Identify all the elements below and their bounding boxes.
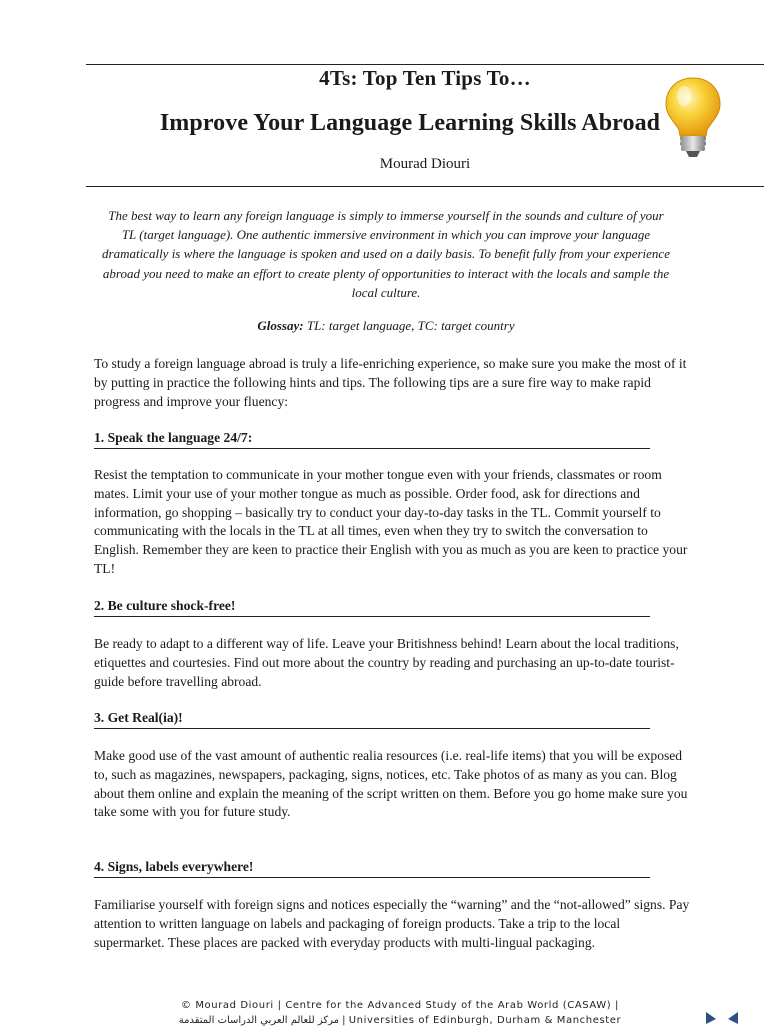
document-title: 4Ts: Top Ten Tips To…	[319, 66, 531, 90]
casaw-logo-icon	[704, 1010, 740, 1024]
footer-copyright: © Mourad Diouri | Centre for the Advanced Study of the Arab World (CASAW) |	[180, 1000, 620, 1011]
tip-text-4: Familiarise yourself with foreign signs and notices especially the “warning” and the “not-allowed” signs. Pay attention to written language on labels and packaging of foreign products. Take a trip to the local supermarket. These places are packed with everyday products with multi-lingual packaging.	[94, 897, 690, 950]
top-rule	[86, 64, 764, 65]
header-divider	[86, 186, 764, 187]
tip-heading-3: 3. Get Real(ia)!	[94, 710, 650, 729]
opening-paragraph: To study a foreign language abroad is truly a life-enriching experience, so make sure you make the most of it by putting in practice the following hints and tips. The following tips are a sure fire way to make rapid progress and improve your fluency:	[94, 356, 687, 409]
tip-text-1: Resist the temptation to communicate in your mother tongue even with your friends, classmates or room mates. Limit your use of your mother tongue as much as possible. Order food, ask for directions and information, go shopping – basically try to conduct your day-to-day tasks in the TL. Commit yourself to communicating with the locals in the TL at all times, even when they try to switch the conversation to English. Remember they are keen to practice their English with you as much as you are keen to practice your TL!	[94, 467, 688, 576]
glossary	[100, 318, 672, 334]
document-subtitle: Improve Your Language Learning Skills Abroad	[159, 110, 661, 136]
tip-text-2: Be ready to adapt to a different way of life. Leave your Britishness behind! Learn about the local traditions, etiquettes and courtesies. Find out more about the country by reading and purchasing an up-to-date tourist-guide before travelling abroad.	[94, 636, 679, 689]
tip-heading-4: 4. Signs, labels everywhere!	[94, 859, 650, 878]
tip-heading-2: 2. Be culture shock-free!	[94, 598, 650, 617]
glossary-text: TL: target language, TC: target country	[306, 318, 515, 333]
tip-text-3: Make good use of the vast amount of authentic realia resources (i.e. real-life items) that you will be exposed to, such as magazines, newspapers, packaging, signs, notices, etc. Take photos of as many as you can. Blog about them online and explain the meaning of the script written on them. Before you go home make sure you take some with you for future study.	[94, 748, 688, 820]
footer-universities: مركز للعالم العربي الدراسات المتقدمة | Universities of Edinburgh, Durham & Manchester	[178, 1015, 622, 1026]
tip-heading-1: 1. Speak the language 24/7:	[94, 430, 650, 449]
author-name: Mourad Diouri	[379, 156, 471, 172]
lightbulb-icon	[662, 74, 724, 160]
intro-text: The best way to learn any foreign language is simply to immerse yourself in the sounds and culture of your TL (target language). One authentic immersive environment in which you can improve your language dramatically is where the language is spoken and used on a daily basis. To benefit fully from your experience abroad you need to make an effort to create plenty of opportunities to interact with the locals and sample the local culture.	[102, 208, 670, 300]
glossary-label: Glossay:	[257, 318, 304, 333]
